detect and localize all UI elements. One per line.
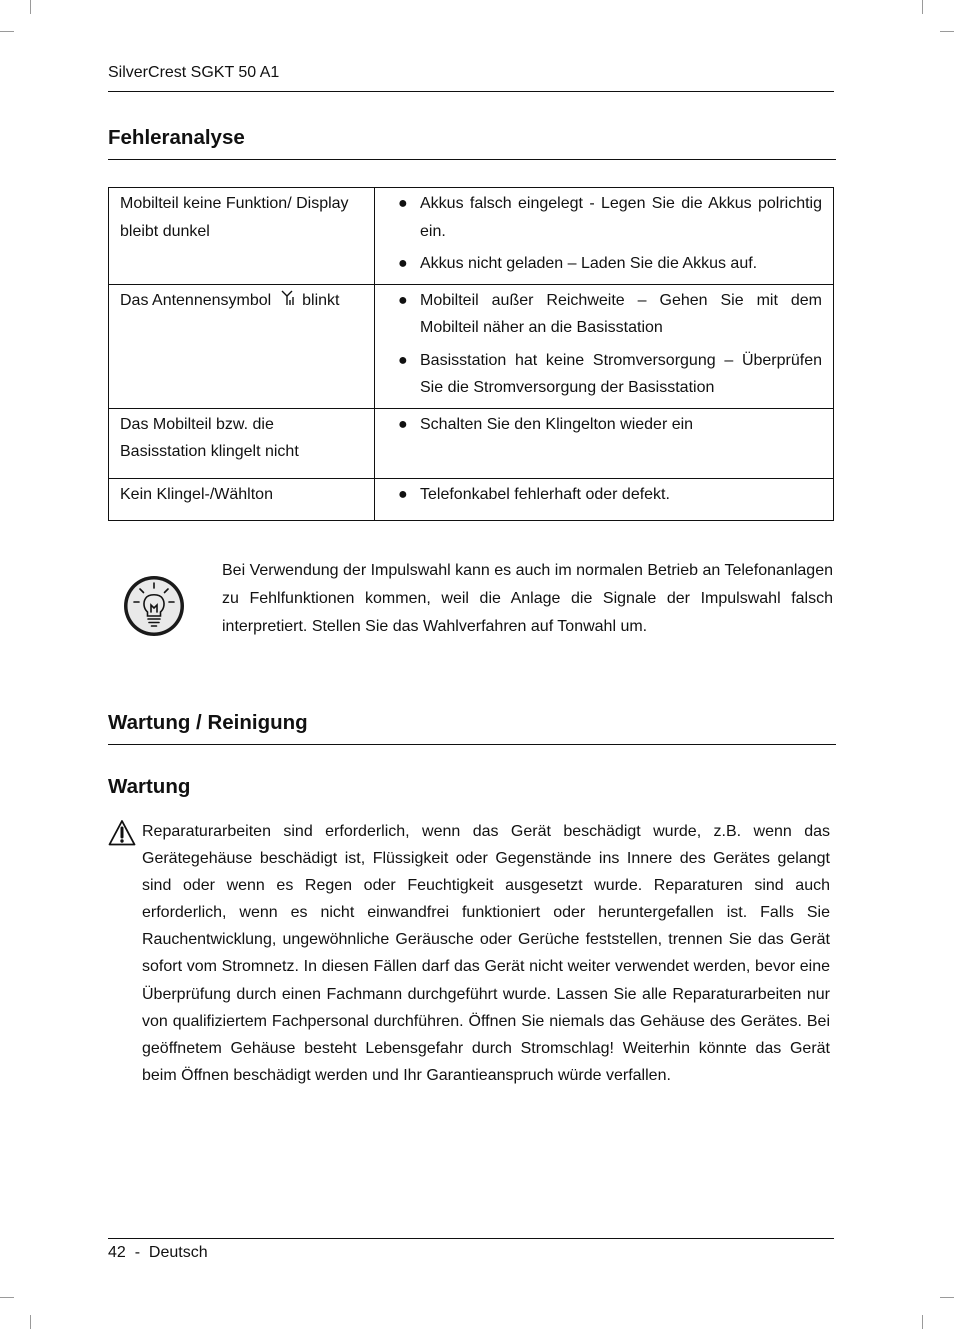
page-footer [108,1244,208,1262]
problem-text: Kein Klingel-/Wählton [120,485,273,503]
table-row [109,478,834,520]
table-row [109,188,834,285]
solution-text: Basisstation hat keine Stromversorgung – Überprüfen Sie die Stromversorgung der Basisstation [420,351,822,396]
solution-item [386,190,822,245]
problem-cell [109,188,375,285]
crop-mark [30,1315,31,1329]
crop-mark [940,31,954,32]
section-heading-wartung-reinigung: Wartung / Reinigung [108,711,308,734]
solution-cell [375,188,834,285]
warning-triangle-icon [108,819,136,847]
solution-item [386,481,822,509]
section-heading-fehleranalyse: Fehleranalyse [108,126,245,149]
bullet-icon: ● [398,351,408,369]
troubleshooting-table [108,187,834,521]
problem-cell [109,478,375,520]
running-header: SilverCrest SGKT 50 A1 [108,64,280,81]
section-rule [108,159,836,160]
bullet-icon: ● [398,195,408,212]
problem-text-suffix: blinkt [302,291,340,309]
bullet-icon: ● [398,255,408,272]
solution-item [386,250,822,278]
solution-text: Akkus falsch eingelegt - Legen Sie die Akkus polrichtig ein. [420,195,822,240]
solution-item [386,287,822,342]
solution-item [386,347,822,402]
footer-rule [108,1238,834,1239]
solution-text: Telefonkabel fehlerhaft oder defekt. [420,485,670,503]
header-rule [108,91,834,92]
solution-item [386,411,822,439]
bullet-icon: ● [398,415,408,433]
solution-text: Mobilteil außer Reichweite – Gehen Sie mit dem Mobilteil näher an die Basisstation [420,291,822,336]
table-row [109,408,834,478]
page-number: 42 [108,1244,126,1261]
solution-cell [375,478,834,520]
lightbulb-icon [122,574,186,638]
problem-cell [109,284,375,408]
crop-mark [922,0,923,14]
solution-text: Akkus nicht geladen – Laden Sie die Akkus auf. [420,255,758,272]
crop-mark [940,1297,954,1298]
footer-language: Deutsch [148,1244,208,1261]
warning-paragraph: Reparaturarbeiten sind erforderlich, wenn das Gerät beschädigt wurde, z.B. wenn das Gerätegehäuse beschädigt ist, Flüssigkeit oder Gegenstände ins Innere des Gerätes gelangt sind oder wenn es Regen oder Feuchtigkeit ausgesetzt wurde. Reparaturen sind auch erforderlich, wenn es nicht einwandfrei funktioniert oder heruntergefallen ist. Falls Sie Rauchentwicklung, ungewöhnliche Geräusche oder Gerüche feststellen, trennen Sie das Gerät sofort vom Stromnetz. In diesen Fällen darf das Gerät nicht weiter verwendet werden, bevor eine Überprüfung durch einen Fachmann durchgeführt wurde. Lassen Sie alle Reparaturarbeiten nur von qualifiziertem Fachpersonal durchführen. Öffnen Sie niemals das Gehäuse des Gerätes. Bei geöffnetem Gehäuse besteht Lebensgefahr durch Stromschlag! Weiterhin könnte das Gerät beim Öffnen beschädigt werden und Ihr Garantieanspruch würde verfallen. [142,823,830,1084]
solution-cell [375,408,834,478]
problem-text: Das Mobilteil bzw. die Basisstation klingelt nicht [120,415,299,460]
bullet-icon: ● [398,485,408,503]
bullet-icon: ● [398,291,408,309]
solution-text: Schalten Sie den Klingelton wieder ein [420,415,694,433]
crop-mark [922,1315,923,1329]
problem-text: Mobilteil keine Funktion/ Display bleibt dunkel [120,195,349,240]
crop-mark [0,1297,14,1298]
table-row [109,284,834,408]
section-rule [108,744,836,745]
subsection-heading-wartung: Wartung [108,775,191,798]
problem-cell [109,408,375,478]
tip-text: Bei Verwendung der Impulswahl kann es auch im normalen Betrieb an Telefonanlagen zu Fehlfunktionen kommen, weil die Anlage die Signale der Impulswahl falsch interpretiert. Stellen Sie das Wahlverfahren auf Tonwahl um. [222,562,833,635]
problem-text: Das Antennensymbol [120,291,272,309]
footer-separator: - [134,1244,141,1261]
crop-mark [30,0,31,14]
crop-mark [0,31,14,32]
antenna-icon [278,290,296,306]
solution-cell [375,284,834,408]
